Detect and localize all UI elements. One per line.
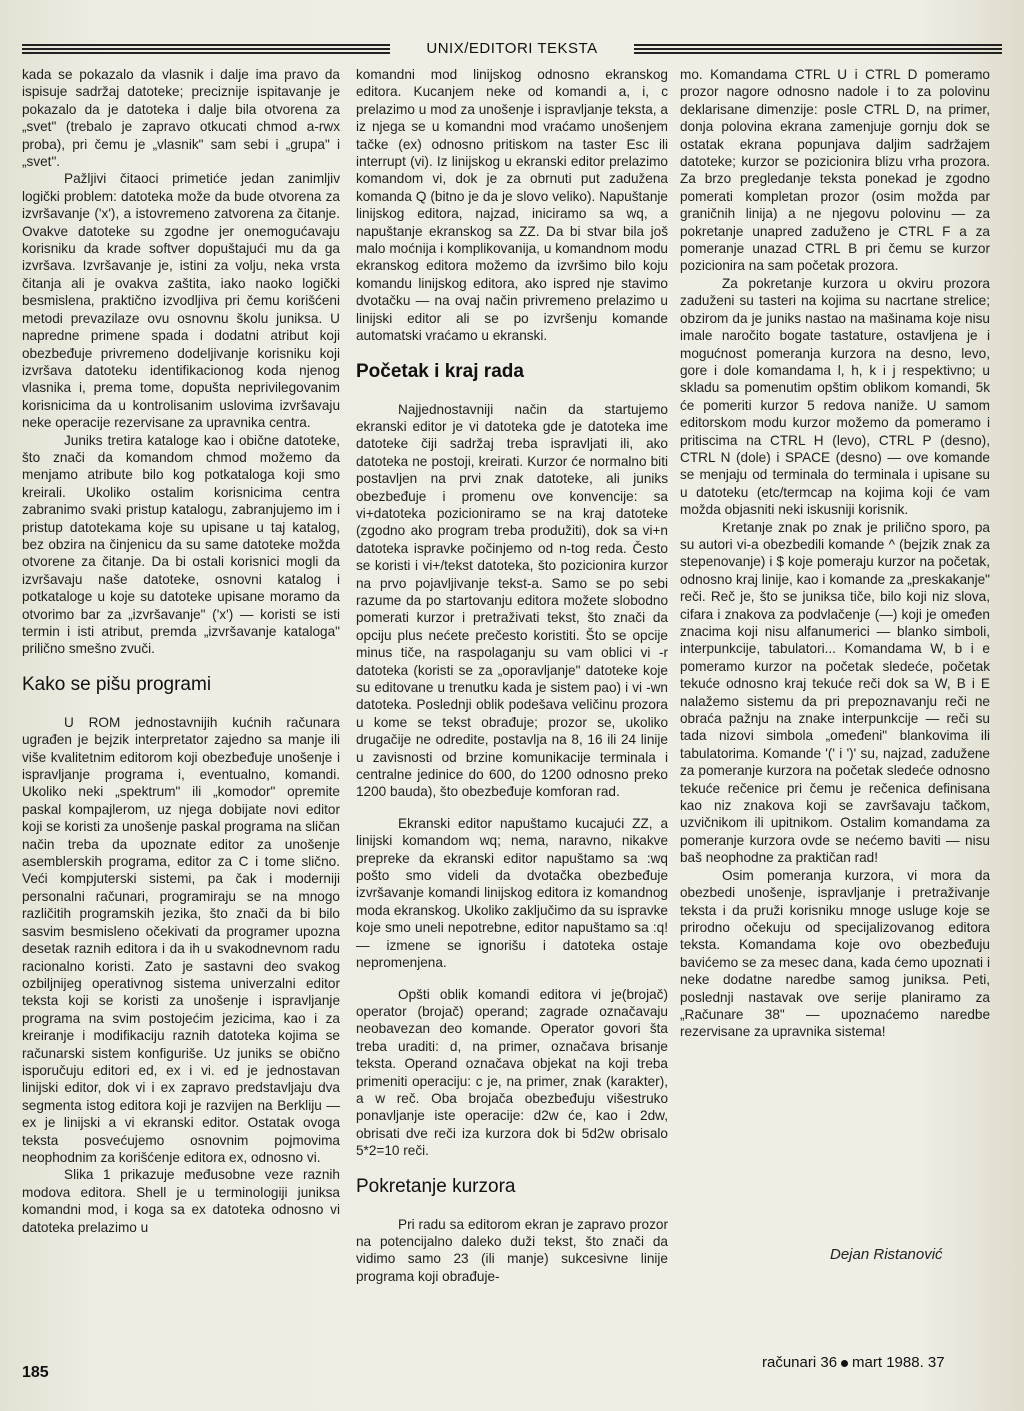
section-heading: Početak i kraj rada: [356, 360, 524, 382]
paragraph: Osim pomeranja kurzora, vi mora da obezbedi unošenje, ispravljanje i pretraživanje teksta i da pruži korisniku mnoge usluge koje se prirodno očekuju od specijalizovanog editora teksta. Komandama koje ovo obezbeđuju bavićemo se za mesec dana, kada ćemo upoznati i neke dodatne naredbe samog juniksa. Peti, poslednji nastavak ove serije planiramo za „Računare 38" — upoznaćemo naredbe rezervisane za upravnika sistema!: [680, 867, 990, 1040]
header-rule-right: [634, 44, 1002, 54]
column-1: [22, 66, 340, 1236]
paragraph: Ekranski editor napuštamo kucajući ZZ, a linijski komandom wq; nema, naravno, nikakve prepreke da ekranski editor napuštamo sa :wq pošto smo videli da dvotačka obezbeđuje izvršavanje komandi linijskog editora iz komandnog moda ekranskog. Ukoliko zaključimo da su ispravke koje smo uneli nepotrebne, editor napuštamo sa :q! — izmene se ignorišu i datoteka ostaje nepromenjena.: [356, 815, 668, 971]
bullet-dot-icon: [841, 1360, 848, 1367]
paragraph: Za pokretanje kurzora u okviru prozora zaduženi su tasteri na kojima su nacrtane strelice; obzirom da je juniks nastao na mašinama koje nisu imale naročito bogate tastature, ostavljena je i mogućnost pomeranja kurzora na desno, levo, gore i dole komandama l, h, k i j respektivno; u skladu sa pomenutim opštim oblikom komandi, 5k će pomeriti kurzor 5 redova naniže. U samom editorskom modu kurzor možemo da pomeramo i pritiscima na CTRL H (levo), CTRL P (desno), CTRL N (dole) i SPACE (desno) — ove komande se menjaju od terminala do terminala i upisane su u datoteku (etc/termcap na kojima koji će vam možda objasniti neki iskusniji korisnik.: [680, 275, 990, 518]
paragraph: Pri radu sa editorom ekran je zapravo prozor na potencijalno daleko duži tekst, što znači da vidimo samo 23 (ili manje) sukcesivne linije programa koji obrađuje-: [356, 1216, 668, 1284]
page-footer: [762, 1354, 945, 1371]
section-heading: Pokretanje kurzora: [356, 1175, 516, 1197]
paragraph: komandni mod linijskog odnosno ekranskog editora. Kucanjem neke od komandi a, i, c prelazimo u mod za unošenje i ispravljanje teksta, a iz njega se u komandni mod vraćamo unošenjem tačke (ex) odnosno pritiskom na taster Esc ili interrupt (vi). Iz linijskog u ekranski editor prelazimo komandom vi, dok je za obrnuti put zadužena komanda Q (bitno je da je slovo veliko). Napuštanje linijskog editora, najzad, iniciramo sa wq, a napuštanje ekranskog sa ZZ. Da bi stvar bila još malo moćnija i komplikovanija, u komandnom modu ekranskog editora možemo da izvršimo bilo koju komandu linijskog editora, ako ispred nje stavimo dvotačku — na ovaj način privremeno prelazimo u linijski editor ali se po izvršenju komande automatski vraćamo u ekranski.: [356, 67, 668, 344]
paragraph: Juniks tretira kataloge kao i obične datoteke, što znači da komandom chmod možemo da menjamo atribute bilo kog potkataloga koji smo kreirali. Ukoliko ostalim korisnicima centra zabranimo svaki pristup katalogu, zabranjujemo im i pristup datotekama koje su upisane u taj katalog, bez obzira na činjenicu da su same datoteke možda otvorene za čitanje. Da bi ostali korisnici mogli da izvršavaju naše datoteke, osnovni katalog i potkataloge u koje su datoteke upisane moramo da otvorimo bar za „izvršavanje" ('x') — koristi se isti termin i isti atribut, premda „izvršavanje kataloga" prilično smešno zvuči.: [22, 432, 340, 657]
page-number-left: 185: [22, 1364, 49, 1381]
paragraph: U ROM jednostavnijih kućnih računara ugrađen je bejzik interpretator zajedno sa manje ili više kvalitetnim editorom koji obezbeđuje unošenje i ispravljanje programa i, eventualno, komandi. Ukoliko neki „spektrum" ili „komodor" opremite paskal kompajlerom, uz njega dobijate novi editor koji se koristi za unošenje paskal programa na sličan način treba da upoznate editor za unošenje asemblerskih programa, editor za C i tome slično. Veći kompjuterski sistemi, pa čak i moderniji personalni računari, programiraju se na mnogo različitih programskih jezika, što znači da bi bilo sasvim besmisleno očekivati da programer upozna desetak raznih editora i da ih u svakodnevnom radu racionalno koristi. Zato je sastavni deo svakog ozbiljnijeg operativnog sistema univerzalni editor teksta koji se koristi za unošenje i ispravljanje programa na svim postojećim jezicima, kao i za kreiranje i modifikaciju raznih datoteka kojima se računarski sistem konfiguriše. Uz juniks se obično isporučuju editori ed, ex i vi. ed je jednostavan linijski editor, dok vi i ex zapravo predstavljaju dva segmenta istog editora koji je razvijen na Berkliju — ex je linijski a vi ekranski editor. Ostatak ovoga teksta posvećujemo osnovnim pojmovima neophodnim za korišćenje editora ex, odnosno vi.: [22, 714, 340, 1165]
magazine-issue: računari 36: [762, 1354, 838, 1371]
author-signature: Dejan Ristanović: [830, 1246, 943, 1263]
paragraph: Kretanje znak po znak je prilično sporo, pa su autori vi-a obezbedili komande ^ (bejzik znak za stepenovanje) i $ koje pomeraju kurzor na početak, odnosno kraj linije, kao i komande za „preskakanje" reči. Reč je, što se juniksa tiče, bilo koji niz slova, cifara i znakova za podvlačenje (—) koji je omeđen znacima koji nisu alfanumerici — blanko simboli, interpunkcije, tabulatori... Komandama W, b i e pomeramo kurzor na početak sledeće, početak tekuće odnosno kraj tekuće reči dok sa W, B i E nalažemo sistemu da pri prepoznavanju reči ne obraća pažnju na znake interpunkcije — reči su tada nizovi simbola „omeđeni" blankovima ili tabulatorima. Komande '(' i ')' su, najzad, zadužene za pomeranje kurzora na početak sledeće odnosno tekuće rečenice pri čemu je rečenica definisana kao niz znakova koji se završavaju tačkom, uzvičnikom ili upitnikom. Ostalim komandama za pomeranje kurzora ovde se nećemo baviti — nisu baš neophodne za praktičan rad!: [680, 519, 990, 866]
column-3: [680, 66, 990, 1041]
paragraph: Pažljivi čitaoci primetiće jedan zanimljiv logički problem: datoteka može da bude otvorena za izvršavanje ('x'), a istovremeno zatvorena za čitanje. Ovakve datoteke su zgodne jer onemogućavaju korisniku da krade softver dopuštajući mu da ga izvršava. Izvršavanje je, istini za volju, neka vrsta čitanja ali je ovakva zaštita, iako naoko logički besmislena, praktično izvodljiva pri čemu korišćeni metodi prevazilaze ovu osnovnu školu juniksa. U napredne primene spada i dodatni atribut koji obezbeđuje privremeno dodeljivanje korisniku koji izvršava datoteku identifikacionog koda njenog vlasnika i, prema tome, dopušta neprivilegovanim korisnicima da u kontrolisanim uslovima izvršavaju neke operacije rezervisane za upravnika centra.: [22, 171, 340, 431]
date-page-number: mart 1988. 37: [852, 1354, 945, 1371]
section-title: UNIX/EDITORI TEKSTA: [426, 40, 598, 57]
paragraph: Opšti oblik komandi editora vi je(brojač) operator (brojač) operand; zagrade označavaju neobavezan deo komande. Operator govori šta treba uraditi: d, na primer, označava brisanje teksta. Operand označava objekat na koji treba primeniti operaciju: c je, na primer, znak (karakter), a w reč. Oba brojača obezbeđuju višestruko ponavljanje iste operacije: d2w će, kao i 2dw, obrisati dve reči iza kurzora dok bi 5d2w obrisalo 5*2=10 reči.: [356, 986, 668, 1159]
paragraph: Slika 1 prikazuje međusobne veze raznih modova editora. Shell je u terminologiji juniksa komandni mod, i koga sa ex datoteka odnosno vi datoteka prelazimo u: [22, 1167, 340, 1235]
column-2: [356, 66, 668, 1285]
header-rule-left: [22, 44, 390, 54]
section-heading: Kako se pišu programi: [22, 673, 212, 695]
section-header: [22, 40, 1002, 60]
paragraph: mo. Komandama CTRL U i CTRL D pomeramo prozor nagore odnosno nadole i to za polovinu deklarisane dimenzije: posle CTRL D, na primer, donja polovina ekrana zamenjuje gornju dok se ostatak ekrana popunjava daljim sadržajem datoteke; kurzor se pozicionira blizu vrha prozora. Za brzo pregledanje teksta ponekad je zgodno pomerati kompletan prozor (osim možda par graničnih linija) a ne njegovu polovinu — za pokretanje unapred zaduženo je CTRL F a za pomeranje unazad CTRL B pri čemu se kurzor pozicionira na sam početak prozora.: [680, 67, 990, 274]
paragraph: kada se pokazalo da vlasnik i dalje ima pravo da ispisuje sadržaj datoteke; preciznije ispitavanje je pokazalo da je datoteka i dalje bila otvorena za „svet" (trebalo je zapravo otkucati chmod a-rwx proba), pri čemu je „vlasnik" sam sebi i „grupa" i „svet".: [22, 67, 340, 170]
paragraph: Najjednostavniji način da startujemo ekranski editor je vi datoteka gde je datoteka ime datoteke čiji sadržaj treba ispravljati ili, ako datoteka ne postoji, kreirati. Kurzor će normalno biti postavljen na prvi znak datoteke, ali juniks obezbeđuje i promenu ove konvencije: sa vi+datoteka pozicioniramo se na kraj datoteke (zgodno ako program treba produžiti), dok sa vi+n datoteka ispravke počinjemo od n-tog reda. Često se koristi i vi+/tekst datoteka, što pozicionira kurzor na prvo pojavljivanje tekst-a. Samo se po sebi razume da po startovanju editora možete slobodno pomerati kurzor i pretraživati tekst, što znači da opciju plus nećete prečesto koristiti. Što se opcije minus tiče, na raspolaganju su vam oblici vi -r datoteka (koristi se za „oporavljanje" datoteke koje su editovane u trenutku kada je sistem pao) i vi -wn datoteka. Poslednji oblik podešava veličinu prozora u kome se tekst obrađuje; prozor se, ukoliko drugačije ne odredite, postavlja na 8, 16 ili 24 linije u zavisnosti od brzine komunikacije terminala i centralne jedinice do 600, do 1200 odnosno preko 1200 bauda), što obezbeđuje komforan rad.: [356, 401, 668, 800]
